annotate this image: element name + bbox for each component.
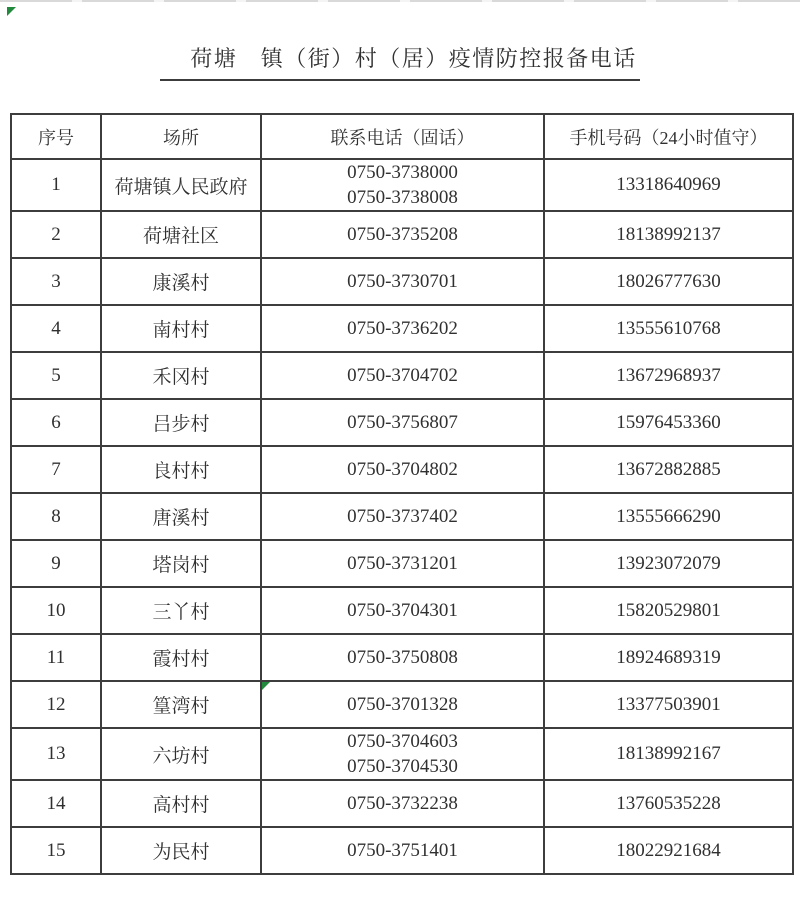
cell-seq: 14 [11,780,101,827]
mobile-number: 15820529801 [544,587,793,634]
table-body [11,159,793,874]
cell-seq: 15 [11,827,101,874]
table-row [11,352,793,399]
cell-seq: 6 [11,399,101,446]
landline-number: 0750-3738000 [347,162,458,183]
contact-table [10,113,794,875]
mobile-number: 13555666290 [544,493,793,540]
cell-landline [261,352,544,399]
landline-number: 0750-3704603 [347,731,458,752]
cell-seq: 10 [11,587,101,634]
cell-landline [261,728,544,780]
cell-place: 康溪村 [101,258,261,305]
mobile-number: 13377503901 [544,681,793,728]
cell-landline [261,540,544,587]
col-header-place: 场所 [101,114,261,159]
cell-seq: 11 [11,634,101,681]
cell-landline [261,305,544,352]
mobile-number: 13923072079 [544,540,793,587]
table-row [11,681,793,728]
cell-landline [261,681,544,728]
landline-number: 0750-3738008 [347,187,458,208]
mobile-number: 15976453360 [544,399,793,446]
mobile-number: 13672968937 [544,352,793,399]
cell-place: 高村村 [101,780,261,827]
cell-place: 霞村村 [101,634,261,681]
mobile-number: 18026777630 [544,258,793,305]
comment-marker-triangle [262,682,270,690]
table-row [11,827,793,874]
cell-place: 荷塘镇人民政府 [101,159,261,211]
col-header-seq: 序号 [11,114,101,159]
cell-place: 为民村 [101,827,261,874]
cell-landline [261,211,544,258]
cell-place: 篁湾村 [101,681,261,728]
landline-number: 0750-3736202 [347,318,458,339]
table-row [11,159,793,211]
landline-number: 0750-3704530 [347,756,458,777]
cell-seq: 5 [11,352,101,399]
col-header-mobile: 手机号码（24小时值守） [544,114,793,159]
cell-place: 荷塘社区 [101,211,261,258]
cell-landline [261,258,544,305]
landline-number: 0750-3737402 [347,506,458,527]
comment-marker-icon [262,682,270,690]
cell-seq: 12 [11,681,101,728]
cell-place: 塔岗村 [101,540,261,587]
landline-number: 0750-3704301 [347,600,458,621]
cell-place: 良村村 [101,446,261,493]
mobile-number: 13672882885 [544,446,793,493]
cell-landline [261,493,544,540]
cell-seq: 3 [11,258,101,305]
landline-number: 0750-3751401 [347,840,458,861]
title-area [0,0,800,113]
table-row [11,587,793,634]
table-row [11,446,793,493]
cell-landline [261,634,544,681]
cell-place: 禾冈村 [101,352,261,399]
table-row [11,258,793,305]
mobile-number: 13555610768 [544,305,793,352]
landline-number: 0750-3704802 [347,459,458,480]
landline-number: 0750-3730701 [347,271,458,292]
cell-landline [261,446,544,493]
table-row [11,780,793,827]
cell-landline [261,780,544,827]
cell-place: 六坊村 [101,728,261,780]
mobile-number: 18138992167 [544,728,793,780]
table-row [11,540,793,587]
cell-landline [261,159,544,211]
mobile-number: 13318640969 [544,159,793,211]
mobile-number: 18138992137 [544,211,793,258]
cell-seq: 9 [11,540,101,587]
page-title: 荷塘 镇（街）村（居）疫情防控报备电话 [160,42,640,81]
cell-seq: 8 [11,493,101,540]
cell-seq: 13 [11,728,101,780]
cell-seq: 7 [11,446,101,493]
landline-number: 0750-3735208 [347,224,458,245]
table-row [11,211,793,258]
cell-place: 三丫村 [101,587,261,634]
table-row [11,634,793,681]
table-row [11,728,793,780]
landline-number: 0750-3750808 [347,647,458,668]
landline-number: 0750-3704702 [347,365,458,386]
cell-landline [261,399,544,446]
mobile-number: 18924689319 [544,634,793,681]
cell-seq: 4 [11,305,101,352]
cell-place: 唐溪村 [101,493,261,540]
table-row [11,493,793,540]
landline-number: 0750-3756807 [347,412,458,433]
cell-landline [261,587,544,634]
col-header-landline: 联系电话（固话） [261,114,544,159]
cell-landline [261,827,544,874]
cell-seq: 1 [11,159,101,211]
landline-number: 0750-3701328 [347,694,458,715]
mobile-number: 18022921684 [544,827,793,874]
table-row [11,305,793,352]
mobile-number: 13760535228 [544,780,793,827]
cell-place: 南村村 [101,305,261,352]
table-row [11,399,793,446]
landline-number: 0750-3732238 [347,793,458,814]
cell-place: 吕步村 [101,399,261,446]
landline-number: 0750-3731201 [347,553,458,574]
table-header-row [11,114,793,159]
cell-seq: 2 [11,211,101,258]
